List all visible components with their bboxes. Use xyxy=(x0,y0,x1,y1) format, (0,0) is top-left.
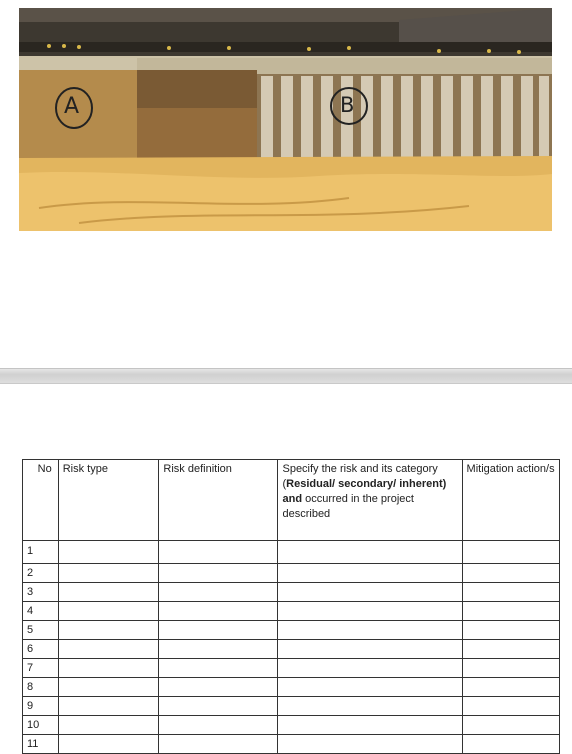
cell-mitigation[interactable] xyxy=(462,541,559,564)
row-number: 3 xyxy=(23,583,59,602)
table-row xyxy=(23,602,560,621)
cell-risk-definition[interactable] xyxy=(159,735,278,754)
cell-specify[interactable] xyxy=(278,564,462,583)
row-number: 4 xyxy=(23,602,59,621)
cell-risk-type[interactable] xyxy=(58,640,159,659)
cell-risk-definition[interactable] xyxy=(159,659,278,678)
cell-risk-definition[interactable] xyxy=(159,678,278,697)
table-row xyxy=(23,716,560,735)
row-number: 5 xyxy=(23,621,59,640)
cell-specify[interactable] xyxy=(278,697,462,716)
page-separator xyxy=(0,368,572,384)
row-number: 7 xyxy=(23,659,59,678)
header-risk-definition: Risk definition xyxy=(159,460,278,541)
row-number: 6 xyxy=(23,640,59,659)
cell-specify[interactable] xyxy=(278,621,462,640)
cell-specify[interactable] xyxy=(278,678,462,697)
row-number: 8 xyxy=(23,678,59,697)
label-a: A xyxy=(64,94,80,119)
table-row xyxy=(23,697,560,716)
cell-specify[interactable] xyxy=(278,583,462,602)
table-row xyxy=(23,583,560,602)
table-row xyxy=(23,541,560,564)
header-specify-bold: Residual/ secondary/ inherent) and xyxy=(282,478,447,505)
cell-risk-type[interactable] xyxy=(58,564,159,583)
table-row xyxy=(23,659,560,678)
table-header-row xyxy=(23,460,560,541)
site-photo xyxy=(19,8,552,231)
cell-risk-definition[interactable] xyxy=(159,716,278,735)
cell-mitigation[interactable] xyxy=(462,602,559,621)
cell-risk-type[interactable] xyxy=(58,602,159,621)
table-row xyxy=(23,564,560,583)
cell-mitigation[interactable] xyxy=(462,583,559,602)
table-row xyxy=(23,735,560,754)
cell-risk-definition[interactable] xyxy=(159,564,278,583)
header-specify xyxy=(278,460,462,541)
cell-specify[interactable] xyxy=(278,602,462,621)
cell-mitigation[interactable] xyxy=(462,735,559,754)
row-number: 11 xyxy=(23,735,59,754)
header-specify-text: Specify the risk and its category ( xyxy=(282,463,438,490)
header-risk-type: Risk type xyxy=(58,460,159,541)
cell-risk-definition[interactable] xyxy=(159,602,278,621)
cell-risk-type[interactable] xyxy=(58,716,159,735)
cell-risk-type[interactable] xyxy=(58,659,159,678)
cell-specify[interactable] xyxy=(278,659,462,678)
header-specify-tail: occurred in the project described xyxy=(282,493,414,520)
label-b: B xyxy=(340,93,355,117)
cell-risk-type[interactable] xyxy=(58,621,159,640)
cell-mitigation[interactable] xyxy=(462,697,559,716)
cell-risk-type[interactable] xyxy=(58,541,159,564)
cell-risk-definition[interactable] xyxy=(159,621,278,640)
cell-mitigation[interactable] xyxy=(462,659,559,678)
cell-specify[interactable] xyxy=(278,541,462,564)
risk-table xyxy=(22,459,560,754)
row-number: 10 xyxy=(23,716,59,735)
cell-risk-type[interactable] xyxy=(58,583,159,602)
cell-risk-type[interactable] xyxy=(58,697,159,716)
cell-risk-definition[interactable] xyxy=(159,640,278,659)
cell-risk-definition[interactable] xyxy=(159,541,278,564)
cell-mitigation[interactable] xyxy=(462,621,559,640)
cell-specify[interactable] xyxy=(278,735,462,754)
cell-risk-definition[interactable] xyxy=(159,583,278,602)
excavation-photo-graphic xyxy=(19,8,552,231)
cell-mitigation[interactable] xyxy=(462,716,559,735)
cell-mitigation[interactable] xyxy=(462,678,559,697)
row-number: 9 xyxy=(23,697,59,716)
cell-mitigation[interactable] xyxy=(462,640,559,659)
table-row xyxy=(23,640,560,659)
cell-specify[interactable] xyxy=(278,640,462,659)
cell-risk-type[interactable] xyxy=(58,678,159,697)
header-no: No xyxy=(23,460,59,541)
cell-specify[interactable] xyxy=(278,716,462,735)
table-row xyxy=(23,621,560,640)
cell-risk-type[interactable] xyxy=(58,735,159,754)
cell-mitigation[interactable] xyxy=(462,564,559,583)
cell-risk-definition[interactable] xyxy=(159,697,278,716)
table-row xyxy=(23,678,560,697)
row-number: 2 xyxy=(23,564,59,583)
row-number: 1 xyxy=(23,541,59,564)
header-mitigation: Mitigation action/s xyxy=(462,460,559,541)
